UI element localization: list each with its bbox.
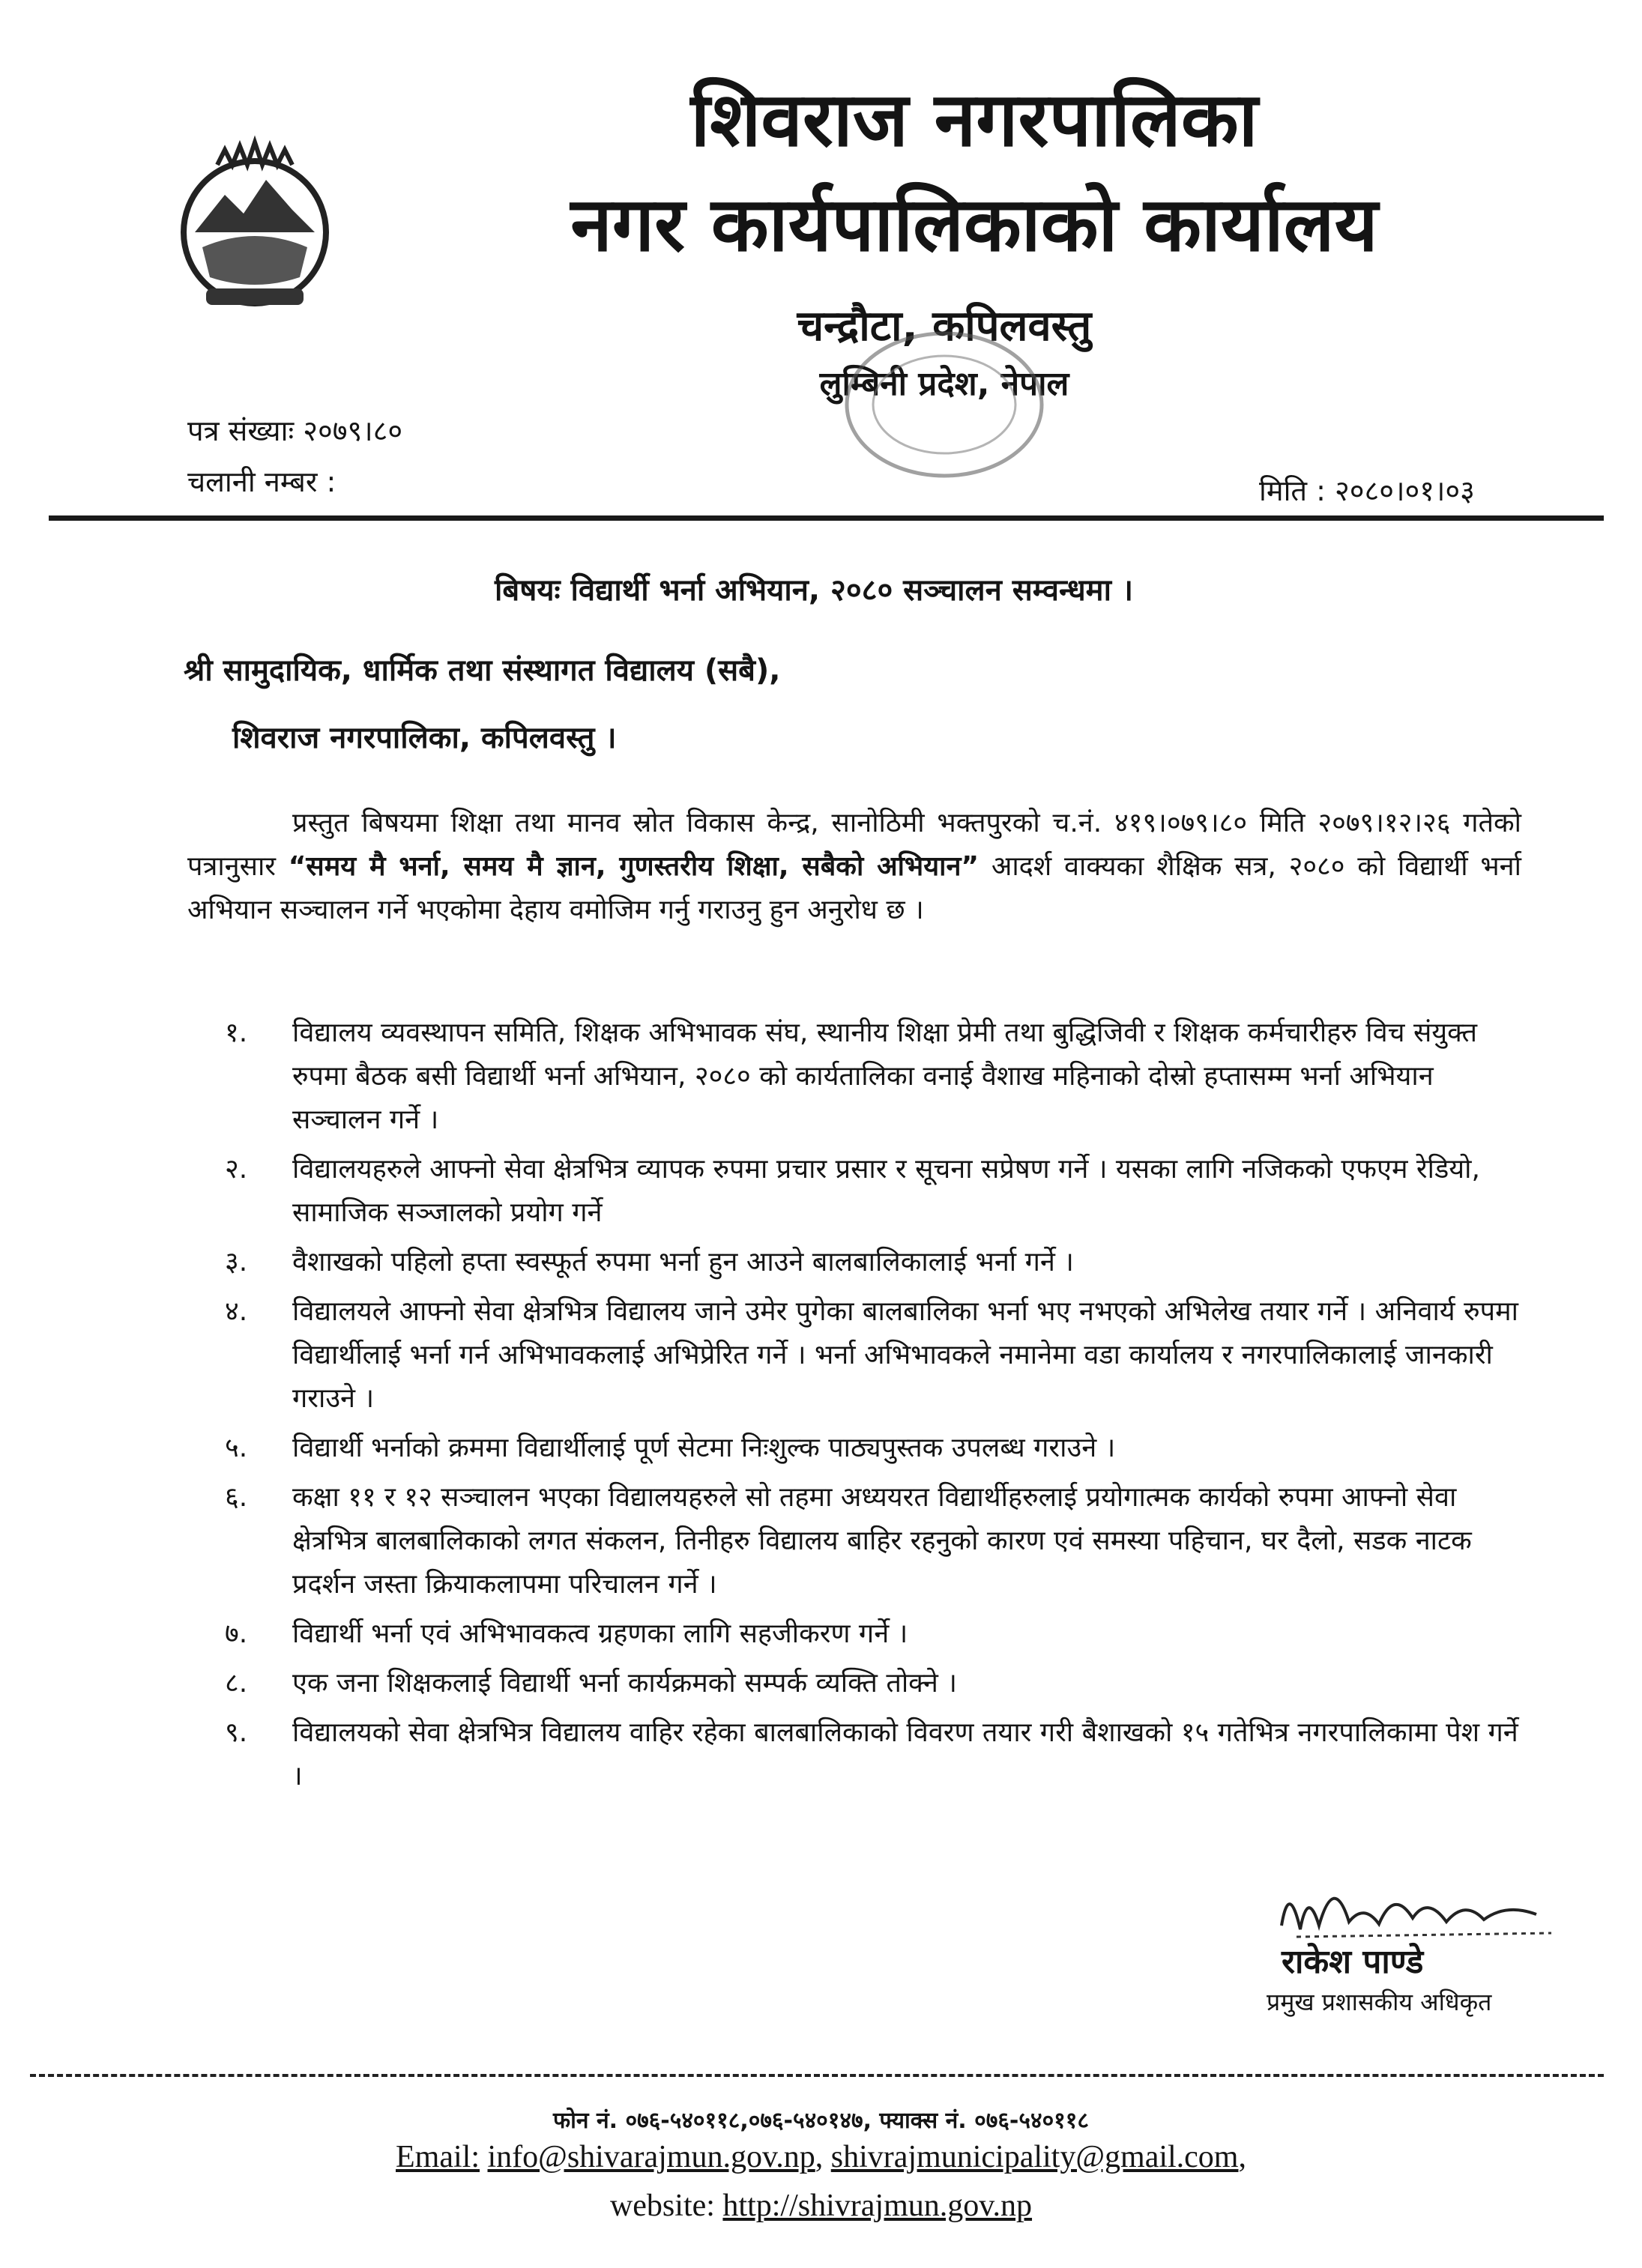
intro-part1: प्रस्तुत बिषयमा शिक्षा तथा मानव स्रोत विकास केन्द्र, सानोठिमी भक्तपुरको च.नं. ४१९।०७९।८० मिति २०७९।१२।२६ गतेको पत्रानुसार xyxy=(187,808,1521,882)
list-item xyxy=(225,1711,1529,1798)
office-stamp-icon xyxy=(836,322,1053,487)
list-item-number: ४. xyxy=(225,1296,248,1327)
list-item-number: ५. xyxy=(225,1433,248,1463)
list-item-number: ७. xyxy=(225,1618,248,1649)
org-title-line1: शिवराज नगरपालिका xyxy=(690,76,1258,163)
list-item xyxy=(225,1290,1529,1421)
letter-date: मिति : २०८०।०१।०३ xyxy=(1259,474,1475,507)
list-item-number: ६. xyxy=(225,1482,248,1513)
list-item xyxy=(225,1427,1529,1470)
list-item-number: ३. xyxy=(225,1247,248,1277)
footer-divider xyxy=(30,2074,1604,2077)
patra-sankhya: पत्र संख्याः २०७९।८० xyxy=(187,414,403,447)
email-end: , xyxy=(1238,2140,1246,2174)
list-item-number: ९. xyxy=(225,1717,248,1748)
email-separator: , xyxy=(815,2140,824,2174)
list-item-text: विद्यालयले आफ्नो सेवा क्षेत्रभित्र विद्यालय जाने उमेर पुगेका बालबालिका भर्ना भए नभएको अभिलेख तयार गर्ने । अनिवार्य रुपमा विद्यार्थीलाई भर्ना गर्न अभिभावकलाई अभिप्रेरित गर्ने । भर्ना अभिभावकले नमानेमा वडा कार्यालय र नगरपालिकालाई जानकारी गराउने । xyxy=(292,1296,1518,1414)
email-label: Email: xyxy=(396,2140,480,2174)
address-line1: चन्द्रौटा, कपिलवस्तु xyxy=(797,302,1092,351)
instruction-list xyxy=(225,1011,1529,1804)
addressee-line2: शिवराज नगरपालिका, कपिलवस्तु । xyxy=(232,721,617,755)
footer-website-line xyxy=(0,2188,1642,2224)
email-link-gmail[interactable]: shivrajmunicipality@gmail.com xyxy=(830,2140,1239,2174)
list-item xyxy=(225,1241,1529,1284)
list-item xyxy=(225,1662,1529,1705)
list-item xyxy=(225,1612,1529,1656)
list-item-text: विद्यालय व्यवस्थापन समिति, शिक्षक अभिभावक संघ, स्थानीय शिक्षा प्रेमी तथा बुद्धिजिवी र शिक्षक कर्मचारीहरु विच संयुक्त रुपमा बैठक बसी विद्यार्थी भर्ना अभियान, २०८० को कार्यतालिका वनाई वैशाख महिनाको दोस्रो हप्तासम्म भर्ना अभियान सञ्चालन गर्ने । xyxy=(292,1017,1477,1135)
list-item-text: कक्षा ११ र १२ सञ्चालन भएका विद्यालयहरुले सो तहमा अध्ययरत विद्यार्थीहरुलाई प्रयोगात्मक कार्यको रुपमा आफ्नो सेवा क्षेत्रभित्र बालबालिकाको लगत संकलन, तिनीहरु विद्यालय बाहिर रहनुको कारण एवं समस्या पहिचान, घर दैलो, सडक नाटक प्रदर्शन जस्ता क्रियाकलापमा परिचालन गर्ने । xyxy=(292,1482,1472,1600)
list-item-text: एक जना शिक्षकलाई विद्यार्थी भर्ना कार्यक्रमको सम्पर्क व्यक्ति तोक्ने । xyxy=(292,1668,957,1699)
org-title-line2: नगर कार्यपालिकाको कार्यालय xyxy=(570,181,1378,268)
list-item-text: विद्यालयहरुले आफ्नो सेवा क्षेत्रभित्र व्यापक रुपमा प्रचार प्रसार र सूचना सप्रेषण गर्ने । यसका लागि नजिकको एफएम रेडियो, सामाजिक सञ्जालको प्रयोग गर्ने xyxy=(292,1154,1480,1228)
email-link-info[interactable]: info@shivarajmun.gov.np xyxy=(487,2140,815,2174)
website-link[interactable]: http://shivrajmun.gov.np xyxy=(722,2189,1033,2223)
footer-phone: फोन नं. ०७६-५४०११८,०७६-५४०१४७, फ्याक्स नं. ०७६-५४०११८ xyxy=(553,2108,1089,2134)
list-item-text: विद्यालयको सेवा क्षेत्रभित्र विद्यालय वाहिर रहेका बालबालिकाको विवरण तयार गरी बैशाखको १५ गतेभित्र नगरपालिकामा पेश गर्ने । xyxy=(292,1717,1518,1791)
intro-part2: आदर्श वाक्यका शैक्षिक सत्र, २०८० को विद्यार्थी भर्ना अभियान सञ्चालन गर्ने भएकोमा देहाय वमोजिम गर्नु गराउनु हुन अनुरोध छ । xyxy=(187,851,1521,925)
list-item-number: २. xyxy=(225,1154,248,1185)
list-item xyxy=(225,1148,1529,1235)
nepal-emblem-icon xyxy=(172,135,337,322)
letter-subject: बिषयः विद्यार्थी भर्ना अभियान, २०८० सञ्चालन सम्वन्धमा । xyxy=(495,573,1134,608)
chalani-number: चलानी नम्बर : xyxy=(187,465,336,498)
list-item-text: वैशाखको पहिलो हप्ता स्वस्फूर्त रुपमा भर्ना हुन आउने बालबालिकालाई भर्ना गर्ने । xyxy=(292,1247,1074,1277)
address-line2: लुम्बिनी प्रदेश, नेपाल xyxy=(819,365,1069,403)
list-item xyxy=(225,1476,1529,1606)
signatory-name: राकेश पाण्डे xyxy=(1282,1943,1424,1981)
intro-quote: “समय मै भर्ना, समय मै ज्ञान, गुणस्तरीय शिक्षा, सबैको अभियान” xyxy=(288,851,980,882)
list-item-number: १. xyxy=(225,1017,248,1048)
list-item-text: विद्यार्थी भर्नाको क्रममा विद्यार्थीलाई पूर्ण सेटमा निःशुल्क पाठ्यपुस्तक उपलब्ध गराउने । xyxy=(292,1433,1116,1463)
website-label: website: xyxy=(609,2189,715,2223)
list-item-text: विद्यार्थी भर्ना एवं अभिभावकत्व ग्रहणका लागि सहजीकरण गर्ने । xyxy=(292,1618,908,1649)
footer-email-line xyxy=(0,2139,1642,2175)
addressee-line1: श्री सामुदायिक, धार्मिक तथा संस्थागत विद्यालय (सबै), xyxy=(184,653,781,688)
list-item-number: ८. xyxy=(225,1668,248,1699)
list-item xyxy=(225,1011,1529,1142)
intro-paragraph xyxy=(187,802,1521,932)
header-divider xyxy=(49,515,1604,521)
signatory-title: प्रमुख प्रशासकीय अधिकृत xyxy=(1267,1988,1492,2016)
